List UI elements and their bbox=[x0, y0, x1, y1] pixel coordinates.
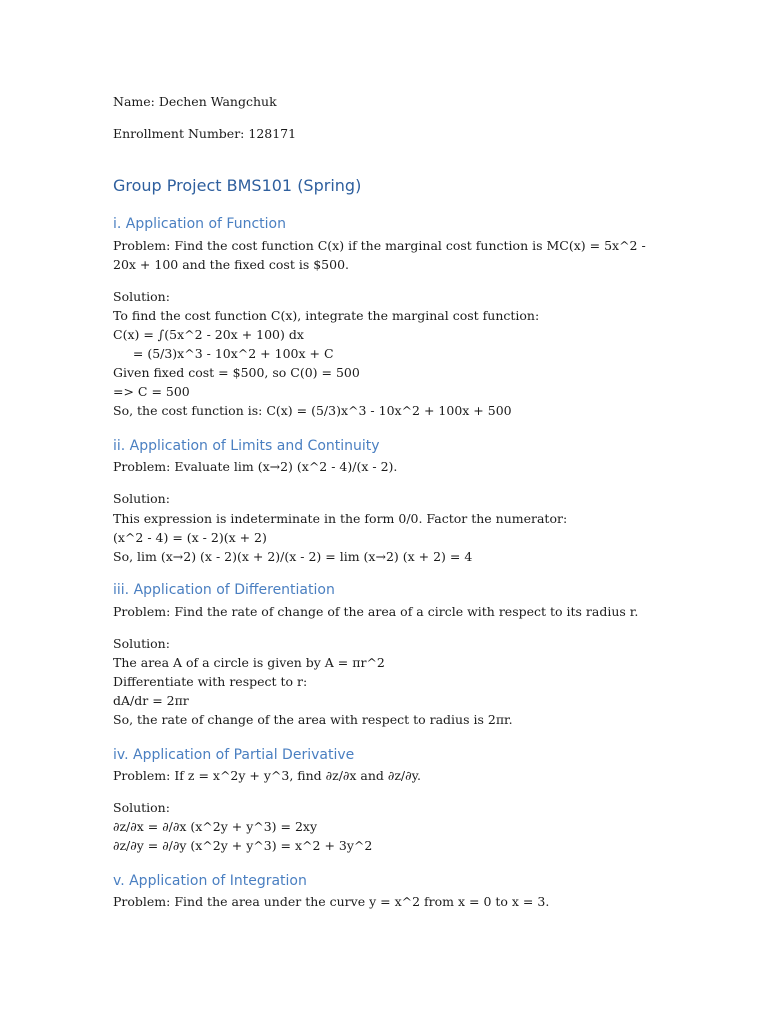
section-problem-limits: Problem: Evaluate lim (x→2) (x^2 - 4)/(x - 2). bbox=[113, 459, 398, 474]
section-heading-function: i. Application of Function bbox=[113, 216, 286, 232]
section-heading-integration: v. Application of Integration bbox=[113, 873, 307, 889]
solution-line: This expression is indeterminate in the form 0/0. Factor the numerator: bbox=[113, 511, 568, 526]
solution-line: So, lim (x→2) (x - 2)(x + 2)/(x - 2) = lim (x→2) (x + 2) = 4 bbox=[113, 549, 473, 564]
solution-label: Solution: bbox=[113, 491, 170, 506]
solution-line: To find the cost function C(x), integrate the marginal cost function: bbox=[113, 308, 540, 323]
enrollment-number: Enrollment Number: 128171 bbox=[113, 126, 297, 141]
section-problem-integration: Problem: Find the area under the curve y = x^2 from x = 0 to x = 3. bbox=[113, 894, 550, 909]
section-heading-differentiation: iii. Application of Differentiation bbox=[113, 582, 335, 598]
document-title: Group Project BMS101 (Spring) bbox=[113, 176, 362, 195]
solution-label: Solution: bbox=[113, 636, 170, 651]
solution-line: => C = 500 bbox=[113, 384, 190, 399]
solution-line: dA/dr = 2πr bbox=[113, 693, 189, 708]
solution-line: ∂z/∂y = ∂/∂y (x^2y + y^3) = x^2 + 3y^2 bbox=[113, 838, 373, 853]
solution-line: Given fixed cost = $500, so C(0) = 500 bbox=[113, 365, 360, 380]
solution-line: The area A of a circle is given by A = πr^2 bbox=[113, 655, 385, 670]
section-heading-partial-derivative: iv. Application of Partial Derivative bbox=[113, 747, 355, 763]
solution-line: So, the rate of change of the area with respect to radius is 2πr. bbox=[113, 712, 513, 727]
section-heading-limits: ii. Application of Limits and Continuity bbox=[113, 438, 380, 454]
solution-line: Differentiate with respect to r: bbox=[113, 674, 308, 689]
solution-line: ∂z/∂x = ∂/∂x (x^2y + y^3) = 2xy bbox=[113, 819, 318, 834]
section-problem-partial-derivative: Problem: If z = x^2y + y^3, find ∂z/∂x and ∂z/∂y. bbox=[113, 768, 421, 783]
section-problem-function: Problem: Find the cost function C(x) if the marginal cost function is MC(x) = 5x^2 - 20x + 100 and the fixed cost is $500. bbox=[113, 238, 646, 272]
solution-line: C(x) = ∫(5x^2 - 20x + 100) dx bbox=[113, 327, 304, 342]
solution-label: Solution: bbox=[113, 289, 170, 304]
section-problem-differentiation: Problem: Find the rate of change of the area of a circle with respect to its radius r. bbox=[113, 604, 639, 619]
solution-line: So, the cost function is: C(x) = (5/3)x^3 - 10x^2 + 100x + 500 bbox=[113, 403, 512, 418]
solution-label: Solution: bbox=[113, 800, 170, 815]
solution-line: (x^2 - 4) = (x - 2)(x + 2) bbox=[113, 530, 267, 545]
student-name: Name: Dechen Wangchuk bbox=[113, 94, 277, 109]
solution-line: = (5/3)x^3 - 10x^2 + 100x + C bbox=[113, 346, 334, 361]
